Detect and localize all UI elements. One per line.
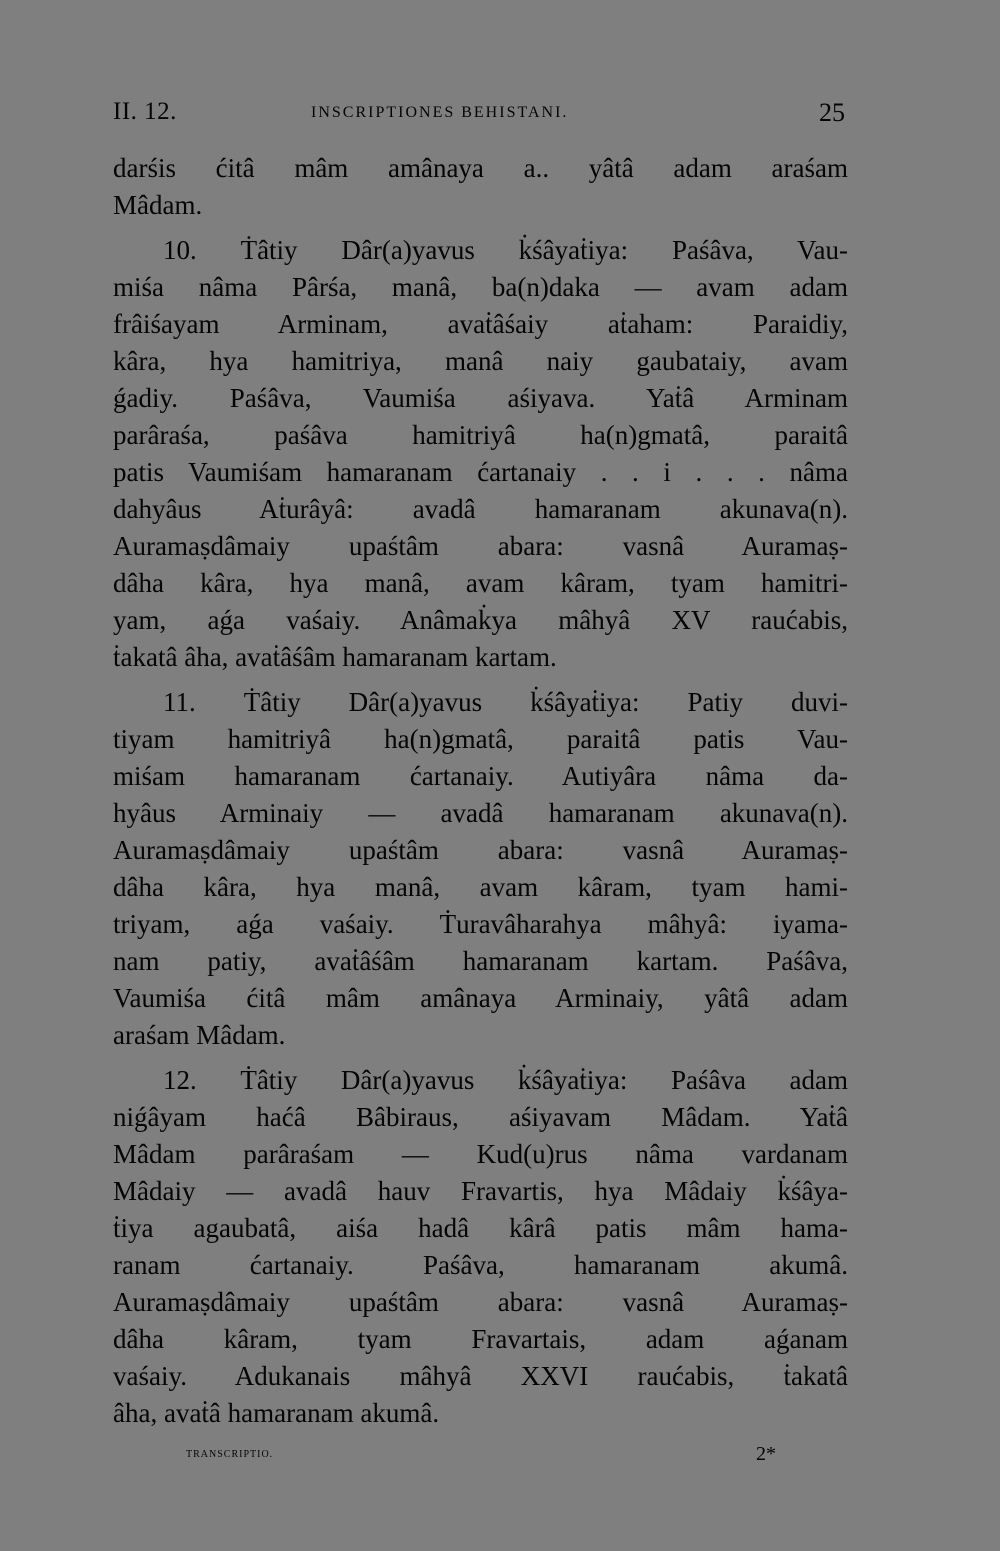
signature-mark: TRANSCRIPTIO.: [186, 1449, 274, 1460]
paragraph: [113, 684, 848, 1054]
text-line: 10. Ṫâtiy Dâr(a)yavus k̇śâyaṫiya: Paśâva, Vau-: [163, 235, 848, 265]
text-line: araśam Mâdam.: [113, 1020, 286, 1050]
paragraph: [113, 1062, 848, 1432]
text-line: dâha kâram, tyam Fravartais, adam aǵanam: [113, 1324, 848, 1354]
text-line: ranam ćartanaiy. Paśâva, hamaranam akumâ.: [113, 1250, 848, 1280]
paragraph: [113, 150, 848, 224]
text-line: Mâdam.: [113, 190, 203, 220]
page-number: 25: [819, 98, 845, 127]
text-line: yam, aǵa vaśaiy. Anâmak̇ya mâhyâ XV raućabis,: [113, 605, 848, 635]
text-line: tiyam hamitriyâ ha(n)gmatâ, paraitâ patis Vau-: [113, 724, 848, 754]
text-line: dâha kâra, hya manâ, avam kâram, tyam hamitri-: [113, 568, 848, 598]
section-reference: II. 12.: [113, 98, 177, 125]
text-line: âha, avaṫâ hamaranam akumâ.: [113, 1398, 440, 1428]
running-head: [113, 98, 845, 134]
text-line: kâra, hya hamitriya, manâ naiy gaubataiy, avam: [113, 346, 848, 376]
paragraph-gap: [113, 1054, 848, 1062]
body-text: [113, 150, 848, 1432]
paragraph: [113, 232, 848, 676]
text-line: dahyâus Aṫurâyâ: avadâ hamaranam akunava(n).: [113, 494, 848, 524]
text-line: dâha kâra, hya manâ, avam kâram, tyam hami-: [113, 872, 848, 902]
text-line: miśa nâma Pârśa, manâ, ba(n)daka — avam adam: [113, 272, 848, 302]
text-line: hyâus Arminaiy — avadâ hamaranam akunava(n).: [113, 798, 848, 828]
text-line: 12. Ṫâtiy Dâr(a)yavus k̇śâyaṫiya: Paśâva adam: [163, 1065, 848, 1095]
text-line: frâiśayam Arminam, avaṫâśaiy aṫaham: Paraidiy,: [113, 309, 848, 339]
paragraph-gap: [113, 224, 848, 232]
text-line: parâraśa, paśâva hamitriyâ ha(n)gmatâ, paraitâ: [113, 420, 848, 450]
text-line: Mâdaiy — avadâ hauv Fravartis, hya Mâdaiy k̇śâya-: [113, 1176, 848, 1206]
text-line: niǵâyam haćâ Bâbiraus, aśiyavam Mâdam. Yaṫâ: [113, 1102, 848, 1132]
text-line: nam patiy, avaṫâśâm hamaranam kartam. Paśâva,: [113, 946, 848, 976]
text-line: miśam hamaranam ćartanaiy. Autiyâra nâma da-: [113, 761, 848, 791]
text-line: Vaumiśa ćitâ mâm amânaya Arminaiy, yâtâ adam: [113, 983, 848, 1013]
text-line: Auramaṣdâmaiy upaśtâm abara: vasnâ Auramaṣ-: [113, 531, 848, 561]
text-line: Auramaṣdâmaiy upaśtâm abara: vasnâ Auramaṣ-: [113, 835, 848, 865]
paragraph-gap: [113, 676, 848, 684]
running-title: INSCRIPTIONES BEHISTANI.: [311, 104, 569, 121]
text-line: Auramaṣdâmaiy upaśtâm abara: vasnâ Auramaṣ-: [113, 1287, 848, 1317]
text-line: darśis ćitâ mâm amânaya a.. yâtâ adam araśam: [113, 153, 848, 183]
text-line: 11. Ṫâtiy Dâr(a)yavus k̇śâyaṫiya: Patiy duvi-: [163, 687, 848, 717]
text-line: ṫakatâ âha, avaṫâśâm hamaranam kartam.: [113, 642, 557, 672]
sheet-mark: 2*: [756, 1443, 776, 1465]
text-line: Mâdam parâraśam — Kud(u)rus nâma vardanam: [113, 1139, 848, 1169]
text-line: triyam, aǵa vaśaiy. Ṫuravâharahya mâhyâ: iyama-: [113, 909, 848, 939]
text-line: patis Vaumiśam hamaranam ćartanaiy . . i . . . nâma: [113, 457, 848, 487]
page-footer: [186, 1443, 786, 1473]
text-line: ṫiya agaubatâ, aiśa hadâ kârâ patis mâm hama-: [113, 1213, 848, 1243]
text-line: vaśaiy. Adukanais mâhyâ XXVI raućabis, ṫakatâ: [113, 1361, 848, 1391]
text-line: ǵadiy. Paśâva, Vaumiśa aśiyava. Yaṫâ Arminam: [113, 383, 848, 413]
